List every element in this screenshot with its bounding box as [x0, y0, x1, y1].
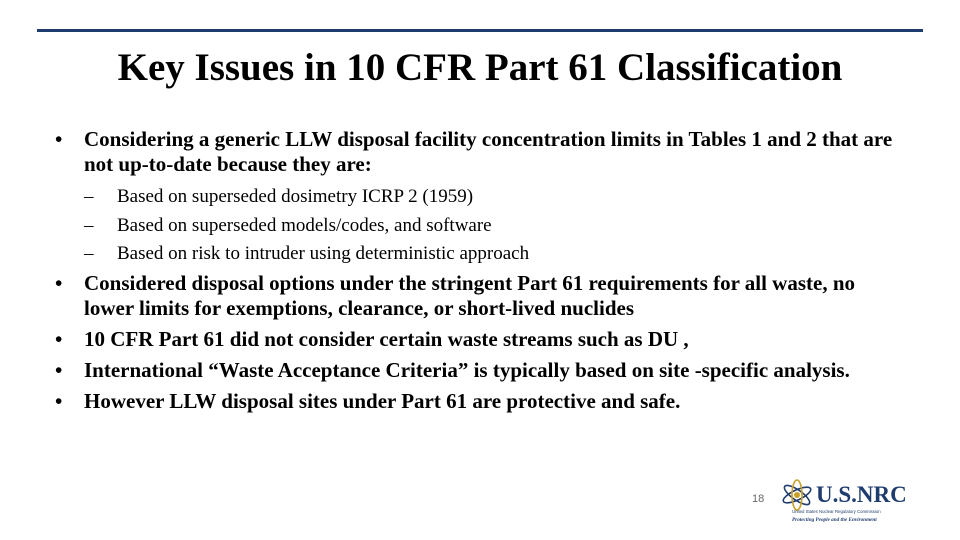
slide-body — [55, 127, 895, 414]
logo-tagline: Protecting People and the Environment — [792, 517, 877, 523]
bullet-5-text: However LLW disposal sites under Part 61 are protective and safe. — [84, 388, 681, 413]
sub-bullet-3-text: Based on risk to intruder using deterministic approach — [117, 243, 530, 264]
logo-name: U.S.NRC — [816, 482, 907, 507]
sub-bullet-2 — [55, 212, 895, 241]
sub-bullet-1 — [55, 183, 895, 212]
bullet-5 — [55, 389, 895, 414]
sub-bullet-glyph: – — [84, 214, 94, 236]
bullet-1 — [55, 127, 895, 177]
sub-bullet-glyph: – — [84, 243, 94, 264]
bullet-2 — [55, 271, 895, 321]
bullet-glyph: • — [55, 326, 63, 351]
title-rule — [37, 29, 923, 32]
bullet-glyph: • — [55, 388, 63, 413]
page-number: 18 — [752, 493, 765, 505]
logo-subtitle: United States Nuclear Regulatory Commission — [792, 509, 881, 514]
bullet-1-text: Considering a generic LLW disposal facility concentration limits in Tables 1 and 2 that are not up-to-date because they are: — [84, 127, 893, 176]
sub-bullet-2-text: Based on superseded models/codes, and software — [117, 214, 492, 236]
bullet-2-text: Considered disposal options under the stringent Part 61 requirements for all waste, no lower limits for exemptions, clearance, or short-lived nuclides — [84, 270, 856, 320]
bullet-4 — [55, 358, 895, 383]
bullet-4-text: International “Waste Acceptance Criteria” is typically based on site -specific analysis. — [84, 357, 850, 382]
bullet-glyph: • — [55, 357, 63, 382]
sub-bullet-1-text: Based on superseded dosimetry ICRP 2 (1959) — [117, 186, 474, 207]
sub-bullet-glyph: – — [84, 186, 94, 207]
bullet-glyph: • — [55, 127, 63, 151]
sub-bullet-3 — [55, 240, 895, 269]
nrc-logo — [780, 478, 930, 528]
slide-title: Key Issues in 10 CFR Part 61 Classification — [117, 46, 843, 89]
bullet-glyph: • — [55, 270, 63, 295]
bullet-1-sublist — [55, 183, 895, 269]
bullet-3-text: 10 CFR Part 61 did not consider certain waste streams such as DU , — [84, 326, 689, 351]
bullet-3 — [55, 327, 895, 352]
atom-icon — [781, 480, 812, 510]
